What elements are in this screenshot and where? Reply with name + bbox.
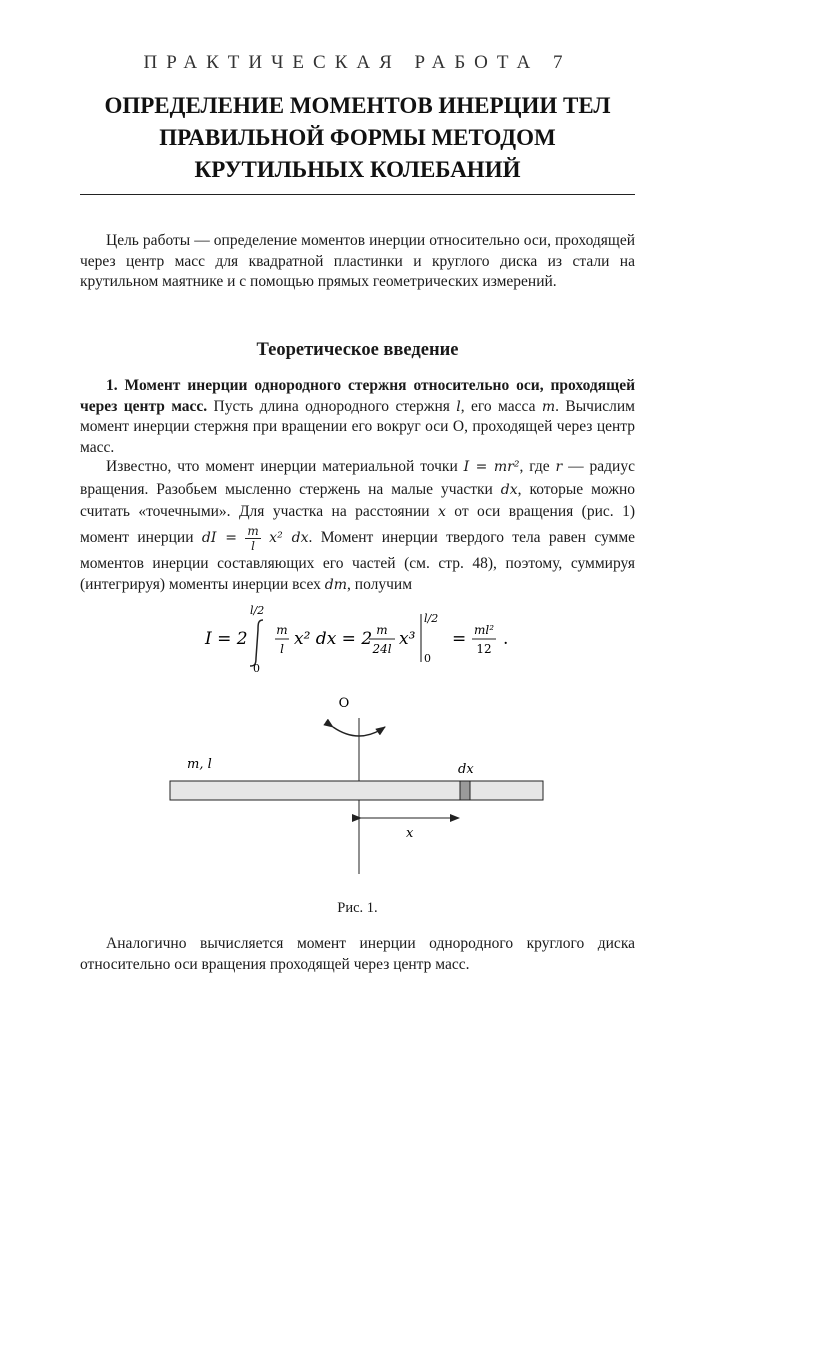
math-x2dx: x² dx <box>269 529 309 546</box>
fraction1-numerator: m <box>276 623 288 637</box>
formula-end: . <box>503 629 509 649</box>
fraction3-denominator: 12 <box>476 642 492 656</box>
math-point-moment: I = mr² <box>463 459 520 475</box>
text: Пусть длина однородного стержня <box>207 397 457 415</box>
math-dm: dm <box>324 577 348 593</box>
math-dI: dI = <box>201 529 238 546</box>
running-header: ПРАКТИЧЕСКАЯ РАБОТА 7 <box>143 52 572 73</box>
rod-heading: 1. Момент инерции однородного стержня относительно оси, проходящей через центр масс. <box>80 377 635 415</box>
evaluation-lower: 0 <box>424 652 431 665</box>
axis-label: O <box>338 696 350 711</box>
formula-equals: = <box>452 629 467 649</box>
text: , где <box>519 458 556 475</box>
figure-caption: Рис. 1. <box>337 900 378 916</box>
fraction-numerator: m <box>247 523 259 538</box>
integral-upper-limit: l/2 <box>250 604 265 617</box>
text: . Момент инерции твердого тела равен сумме моментов инерции составляющих его частей (см. стр. 48), поэтому, суммируя (интегрируя) моменты инерции всех <box>80 528 636 593</box>
goal-paragraph: Цель работы — определение моментов инерции относительно оси, проходящей через центр масс для квадратной пластинки и круглого диска из стали на крутильном маятнике и с помощью прямых геометрических измерений. <box>80 232 635 290</box>
text: . Вычислим момент инерции стержня при вращении его вокруг оси О, проходящей через центр масс. <box>80 397 635 456</box>
rod-paragraph <box>80 376 635 458</box>
fraction2-denominator: 24l <box>372 642 392 656</box>
fraction3-numerator: ml² <box>473 623 495 637</box>
rod <box>170 781 543 800</box>
title-line-3: КРУТИЛЬНЫХ КОЛЕБАНИЙ <box>194 157 521 182</box>
integral-sign <box>250 620 263 666</box>
derivation-paragraph <box>80 456 635 597</box>
math-l: l <box>456 398 461 415</box>
rod-label: m, l <box>187 757 212 772</box>
rod-element <box>460 781 470 800</box>
math-r: r <box>555 459 563 475</box>
text: — радиус вращения. Разобьем мысленно стержень на малые участки <box>80 458 635 498</box>
fraction-denominator: l <box>251 538 256 553</box>
page-title <box>80 90 635 186</box>
text: Известно, что момент инерции материальной точки <box>106 458 464 475</box>
fraction2-numerator: m <box>376 623 388 637</box>
text: , которые можно считать «точечными». Для участка на расстоянии <box>80 480 635 520</box>
section-title: Теоретическое введение <box>256 340 459 360</box>
evaluation-upper: l/2 <box>424 612 439 625</box>
text: от оси вращения (рис. 1) момент инерции <box>80 503 635 546</box>
title-line-2: ПРАВИЛЬНОЙ ФОРМЫ МЕТОДОМ <box>159 125 556 150</box>
figure-1 <box>80 680 635 890</box>
title-line-1: ОПРЕДЕЛЕНИЕ МОМЕНТОВ ИНЕРЦИИ ТЕЛ <box>104 93 611 118</box>
formula-lhs: I = 2 <box>205 629 248 649</box>
math-dx: dx <box>500 481 518 498</box>
element-label: dx <box>458 762 474 777</box>
math-x: x <box>437 504 446 520</box>
disk-paragraph: Аналогично вычисляется момент инерции однородного круглого диска относительно оси вращения проходящей через центр масс. <box>80 935 635 973</box>
text: , получим <box>347 576 413 593</box>
fraction1-denominator: l <box>280 642 284 656</box>
text: , его масса <box>460 397 542 415</box>
integral-lower-limit: 0 <box>253 662 260 675</box>
integral-formula <box>80 600 635 675</box>
formula-middle-2: x³ <box>399 629 416 649</box>
math-m: m <box>541 398 556 415</box>
distance-label: x <box>406 826 414 841</box>
math-fraction <box>245 524 260 553</box>
formula-middle-1: x² dx = 2 <box>294 629 373 649</box>
title-divider <box>80 194 635 195</box>
